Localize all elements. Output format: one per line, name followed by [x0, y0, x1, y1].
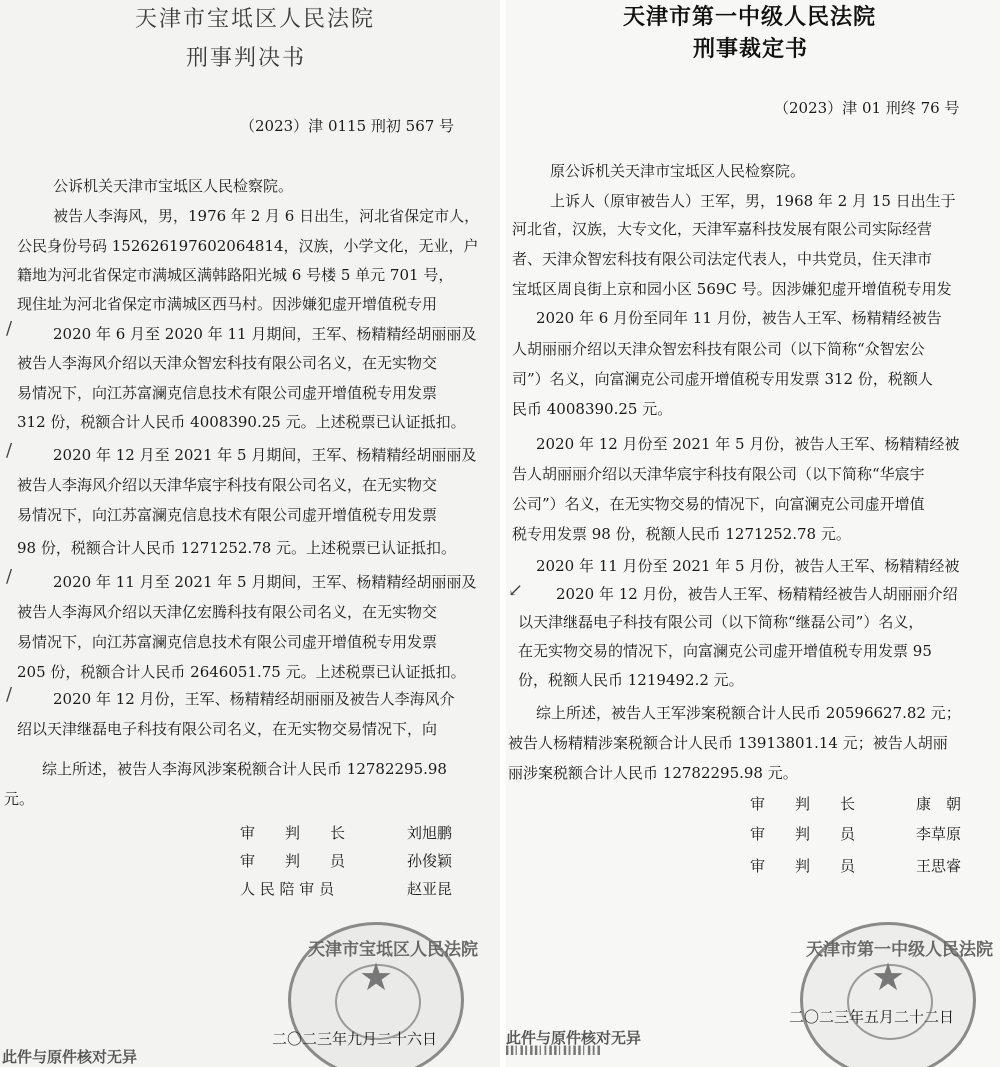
- signature-name: 刘旭鹏: [407, 824, 453, 842]
- margin-mark-icon: /: [6, 684, 13, 705]
- body-line: 宝坻区周良街上京和园小区 569C 号。因涉嫌犯虚开增值税专用发: [512, 280, 952, 298]
- body-line: 2020 年 12 月份，被告人王军、杨精精经被告人胡丽丽介绍: [556, 585, 958, 603]
- signature-role: 审 判 长: [240, 824, 346, 842]
- margin-mark-icon: /: [6, 318, 13, 339]
- certify-stamp: 此件与原件核对无异: [2, 1048, 138, 1066]
- body-line: 告人胡丽丽介绍以天津华宸宇科技有限公司（以下简称“华宸宇: [512, 465, 925, 483]
- body-line: 公民身份号码 152626197602064814，汉族，小学文化，无业，户: [17, 237, 479, 255]
- court-seal-icon: ★: [288, 922, 464, 1067]
- seal-lettering: 天津市宝坻区人民法院: [308, 940, 478, 960]
- signature-name: 李草原: [916, 825, 962, 843]
- body-line: 2020 年 6 月份至同年 11 月份，被告人王军、杨精精经被告: [536, 309, 942, 327]
- body-line: 元。: [4, 790, 35, 808]
- body-line: 被告人李海风介绍以天津众智宏科技有限公司名义，在无实物交: [17, 354, 438, 372]
- body-line: 综上所述，被告人王军涉案税额合计人民币 20596627.82 元；: [536, 704, 961, 722]
- seal-lettering: 天津市第一中级人民法院: [806, 940, 993, 960]
- ruling-date: 二〇二三年五月二十二日: [789, 1008, 955, 1026]
- body-line: 312 份，税额合计人民币 4008390.25 元。上述税票已认证抵扣。: [17, 413, 466, 431]
- body-line: 被告人李海风，男，1976 年 2 月 6 日出生，河北省保定市人，: [53, 207, 480, 225]
- body-line: 2020 年 11 月至 2021 年 5 月期间，王军、杨精精经胡丽丽及: [53, 573, 477, 591]
- document-type: 刑事裁定书: [693, 36, 809, 62]
- body-line: 司”）名义，向富澜克公司虚开增值税专用发票 312 份，税额人: [512, 370, 933, 388]
- court-name: 天津市宝坻区人民法院: [135, 7, 376, 32]
- body-line: 者、天津众智宏科技有限公司法定代表人，中共党员，住天津市: [512, 250, 933, 268]
- body-line: 易情况下，向江苏富澜克信息技术有限公司虚开增值税专用发票: [17, 633, 438, 651]
- body-line: 公司”）名义，在无实物交易的情况下，向富澜克公司虚开增值: [512, 495, 925, 513]
- court-name: 天津市第一中级人民法院: [623, 4, 877, 30]
- body-line: 2020 年 12 月份，王军、杨精精经胡丽丽及被告人李海风介: [53, 690, 455, 708]
- court-seal-icon: ★: [800, 922, 976, 1067]
- body-line: 丽涉案税额合计人民币 12782295.98 元。: [508, 764, 798, 782]
- body-line: 被告人李海风介绍以天津华宸宇科技有限公司名义，在无实物交: [17, 476, 438, 494]
- body-line: 份，税额人民币 1219492.2 元。: [518, 671, 744, 689]
- body-line: 绍以天津继磊电子科技有限公司名义，在无实物交易情况下，向: [17, 720, 438, 738]
- body-line: 人胡丽丽介绍以天津众智宏科技有限公司（以下简称“众智宏公: [512, 340, 925, 358]
- signature-role: 审 判 长: [750, 795, 856, 813]
- body-line: 2020 年 6 月至 2020 年 11 月期间，王军、杨精精经胡丽丽及: [53, 325, 477, 343]
- margin-mark-icon: /: [6, 440, 13, 461]
- signature-role: 审 判 员: [240, 852, 346, 870]
- margin-mark-icon: ↙: [508, 580, 524, 601]
- body-line: 籍地为河北省保定市满城区满韩路阳光城 6 号楼 5 单元 701 号，: [17, 266, 454, 284]
- signature-name: 孙俊颖: [407, 852, 453, 870]
- body-line: 被告人李海风介绍以天津亿宏腾科技有限公司名义，在无实物交: [17, 603, 438, 621]
- margin-mark-icon: /: [6, 566, 13, 587]
- signature-role: 人 民 陪 审 员: [240, 880, 335, 898]
- case-number: （2023）津 01 刑终 76 号: [774, 99, 960, 117]
- judgment-date: 二〇二三年九月二十六日: [272, 1030, 438, 1048]
- body-line: 现住址为河北省保定市满城区西马村。因涉嫌犯虚开增值税专用: [17, 295, 438, 313]
- certify-stamp: 此件与原件核对无异: [506, 1029, 642, 1047]
- signature-name: 赵亚昆: [407, 880, 453, 898]
- body-line: 民币 4008390.25 元。: [512, 400, 673, 418]
- body-line: 河北省，汉族，大专文化，天津军嘉科技发展有限公司实际经营: [512, 220, 933, 238]
- body-line: 综上所述，被告人李海风涉案税额合计人民币 12782295.98: [42, 760, 447, 778]
- body-line: 原公诉机关天津市宝坻区人民检察院。: [550, 162, 806, 180]
- signature-role: 审 判 员: [750, 857, 856, 875]
- body-line: 公诉机关天津市宝坻区人民检察院。: [53, 177, 294, 195]
- body-line: 税专用发票 98 份，税额人民币 1271252.78 元。: [512, 525, 851, 543]
- body-line: 2020 年 12 月至 2021 年 5 月期间，王军、杨精精经胡丽丽及: [53, 446, 477, 464]
- right-ruling-document: [506, 0, 1000, 1067]
- body-line: 2020 年 11 月份至 2021 年 5 月份，被告人王军、杨精精经被: [536, 557, 960, 575]
- verification-code-icon: ▌▌▎▌▍▌▌▎▍▌▌▎▌▍▌▌▎▌▍▌: [506, 1046, 603, 1055]
- document-type: 刑事判决书: [186, 46, 307, 71]
- body-line: 易情况下，向江苏富澜克信息技术有限公司虚开增值税专用发票: [17, 506, 438, 524]
- signature-name: 王思睿: [916, 857, 962, 875]
- body-line: 98 份，税额合计人民币 1271252.78 元。上述税票已认证抵扣。: [17, 539, 457, 557]
- signature-name: 康 朝: [916, 795, 962, 813]
- body-line: 在无实物交易的情况下，向富澜克公司虚开增值税专用发票 95: [518, 642, 932, 660]
- case-number: （2023）津 0115 刑初 567 号: [240, 117, 455, 135]
- body-line: 易情况下，向江苏富澜克信息技术有限公司虚开增值税专用发票: [17, 384, 438, 402]
- body-line: 205 份，税额合计人民币 2646051.75 元。上述税票已认证抵扣。: [17, 663, 466, 681]
- body-line: 上诉人（原审被告人）王军，男，1968 年 2 月 15 日出生于: [550, 192, 956, 210]
- body-line: 2020 年 12 月份至 2021 年 5 月份，被告人王军、杨精精经被: [536, 435, 960, 453]
- body-line: 被告人杨精精涉案税额合计人民币 13913801.14 元；被告人胡丽: [508, 734, 948, 752]
- signature-role: 审 判 员: [750, 825, 856, 843]
- body-line: 以天津继磊电子科技有限公司（以下简称“继磊公司”）名义，: [518, 613, 924, 631]
